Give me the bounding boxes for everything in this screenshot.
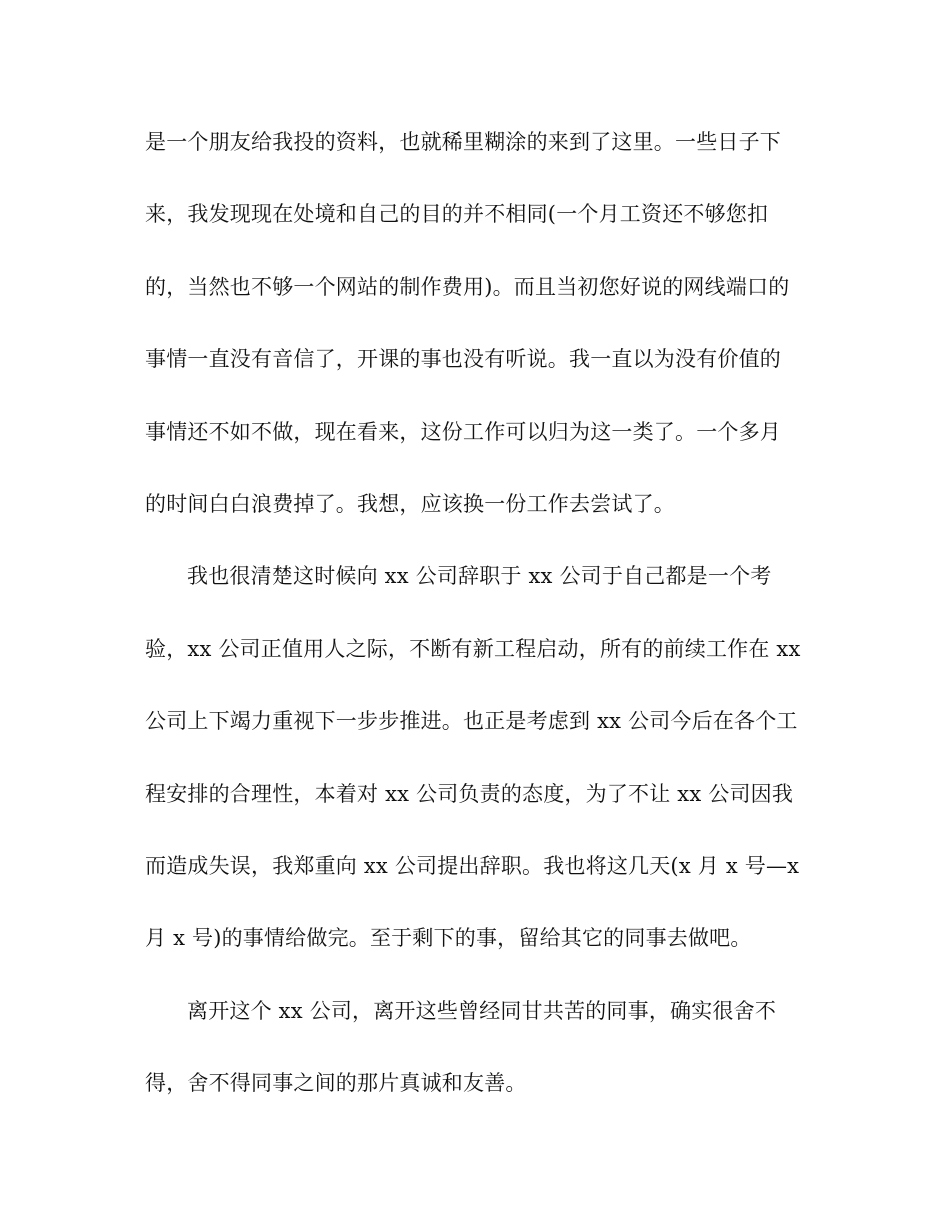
text-line: 而造成失误，我郑重向 xx 公司提出辞职。我也将这几天(x 月 x 号—x <box>145 853 800 878</box>
text-line: 得，舍不得同事之间的那片真诚和友善。 <box>145 1071 527 1096</box>
text-line: 是一个朋友给我投的资料，也就稀里糊涂的来到了这里。一些日子下 <box>145 130 781 154</box>
paragraph-start-line: 我也很清楚这时候向 xx 公司辞职于 xx 公司于自己都是一个考 <box>187 564 772 589</box>
text-line: 程安排的合理性，本着对 xx 公司负责的态度，为了不让 xx 公司因我 <box>145 781 794 806</box>
text-line: 事情一直没有音信了，开课的事也没有听说。我一直以为没有价值的 <box>145 347 781 372</box>
text-line: 月 x 号)的事情给做完。至于剩下的事，留给其它的同事去做吧。 <box>145 926 752 951</box>
text-line: 的，当然也不够一个网站的制作费用)。而且当初您好说的网线端口的 <box>145 274 790 299</box>
paragraph-start-line: 离开这个 xx 公司，离开这些曾经同甘共苦的同事，确实很舍不 <box>187 998 777 1023</box>
text-line: 验，xx 公司正值用人之际，不断有新工程启动，所有的前续工作在 xx <box>145 636 801 661</box>
document-body <box>145 120 810 1133</box>
text-line: 的时间白白浪费掉了。我想，应该换一份工作去尝试了。 <box>145 491 675 516</box>
text-line: 公司上下竭力重视下一步步推进。也正是考虑到 xx 公司今后在各个工 <box>145 709 798 734</box>
text-line: 事情还不如不做，现在看来，这份工作可以归为这一类了。一个多月 <box>145 419 781 444</box>
text-line: 来，我发现现在处境和自己的目的并不相同(一个月工资还不够您扣 <box>145 202 769 227</box>
